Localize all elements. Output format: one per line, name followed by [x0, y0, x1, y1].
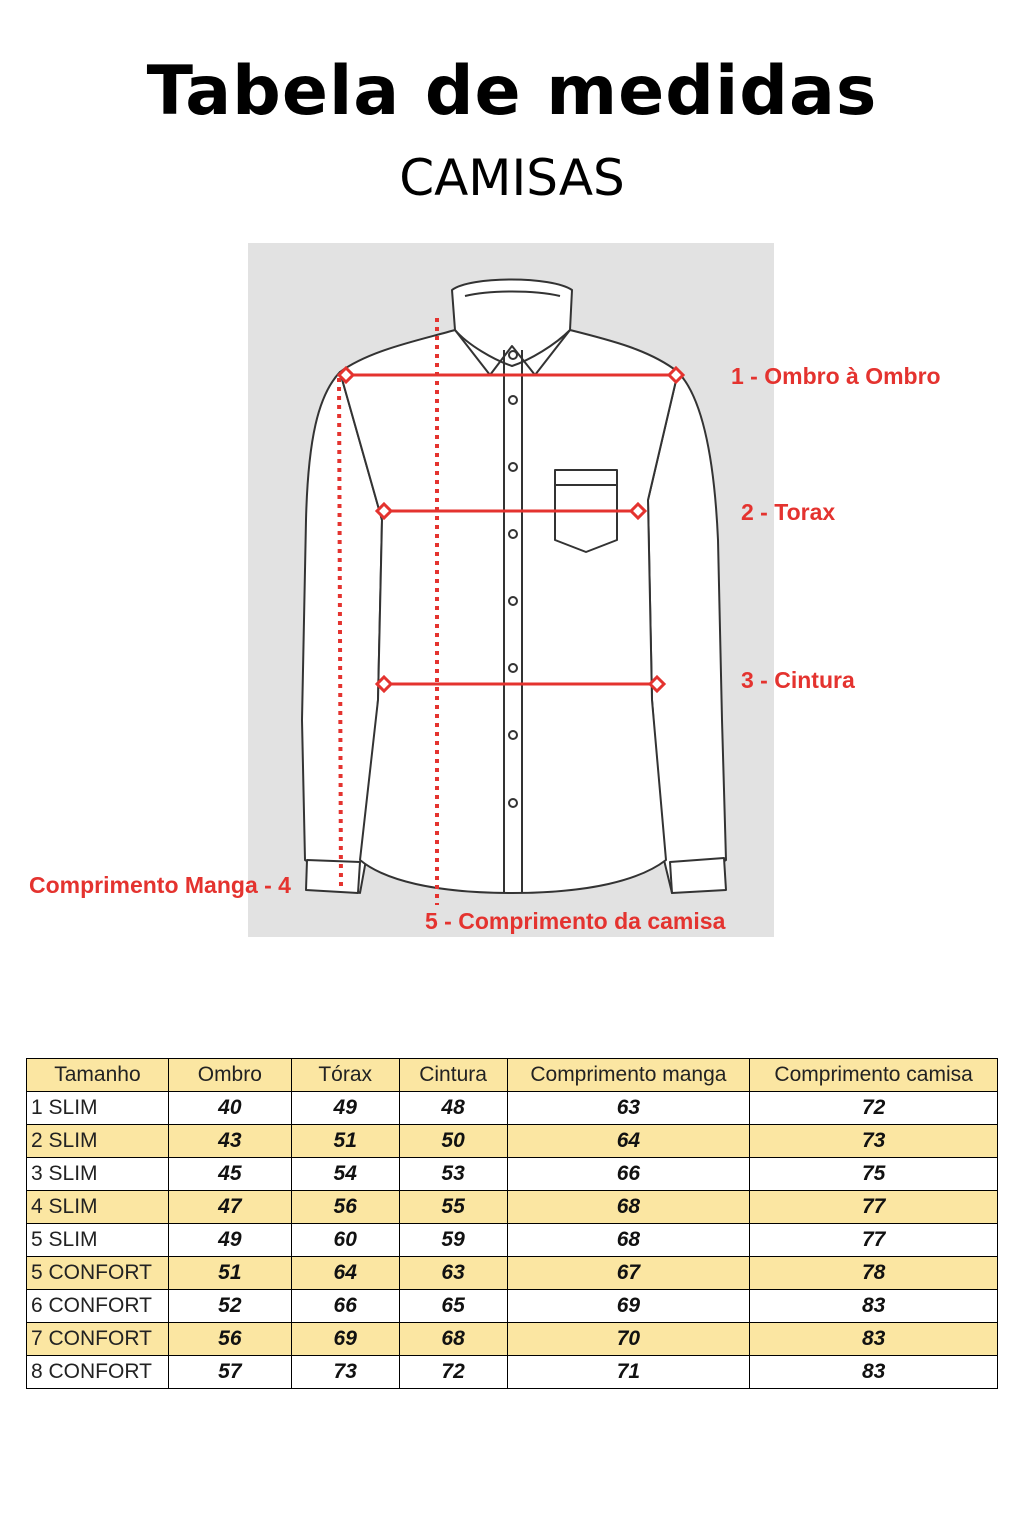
- cell-shoulder: 52: [168, 1290, 291, 1323]
- table-row: [27, 1191, 998, 1224]
- cell-chest: 73: [291, 1356, 399, 1389]
- cell-waist: 68: [399, 1323, 507, 1356]
- cell-shoulder: 45: [168, 1158, 291, 1191]
- cell-waist: 65: [399, 1290, 507, 1323]
- cell-waist: 53: [399, 1158, 507, 1191]
- cell-waist: 55: [399, 1191, 507, 1224]
- page-subtitle: CAMISAS: [399, 149, 625, 207]
- cell-chest: 54: [291, 1158, 399, 1191]
- cell-chest: 69: [291, 1323, 399, 1356]
- cell-size: 3 SLIM: [27, 1158, 169, 1191]
- cell-sleeve: 68: [507, 1224, 750, 1257]
- cell-size: 5 CONFORT: [27, 1257, 169, 1290]
- cell-sleeve: 66: [507, 1158, 750, 1191]
- cell-waist: 63: [399, 1257, 507, 1290]
- waist-label: 3 - Cintura: [741, 667, 855, 693]
- cell-sleeve: 69: [507, 1290, 750, 1323]
- cell-chest: 64: [291, 1257, 399, 1290]
- cell-waist: 59: [399, 1224, 507, 1257]
- header-waist: Cintura: [399, 1059, 507, 1092]
- cell-length: 83: [750, 1356, 998, 1389]
- cell-chest: 49: [291, 1092, 399, 1125]
- cell-size: 7 CONFORT: [27, 1323, 169, 1356]
- shirt-length-label: 5 - Comprimento da camisa: [425, 908, 726, 934]
- cell-chest: 51: [291, 1125, 399, 1158]
- cell-sleeve: 63: [507, 1092, 750, 1125]
- cell-length: 75: [750, 1158, 998, 1191]
- cell-chest: 66: [291, 1290, 399, 1323]
- cell-sleeve: 64: [507, 1125, 750, 1158]
- shoulder-label: 1 - Ombro à Ombro: [731, 363, 941, 389]
- header-shoulder: Ombro: [168, 1059, 291, 1092]
- table-row: [27, 1158, 998, 1191]
- cell-size: 8 CONFORT: [27, 1356, 169, 1389]
- chest-label: 2 - Torax: [741, 499, 836, 525]
- cell-shoulder: 43: [168, 1125, 291, 1158]
- cell-sleeve: 68: [507, 1191, 750, 1224]
- cell-size: 1 SLIM: [27, 1092, 169, 1125]
- shirt-body: [340, 330, 678, 893]
- cell-shoulder: 51: [168, 1257, 291, 1290]
- cell-shoulder: 56: [168, 1323, 291, 1356]
- cell-waist: 72: [399, 1356, 507, 1389]
- cell-sleeve: 70: [507, 1323, 750, 1356]
- sleeve-length-label: Comprimento Manga - 4: [29, 872, 291, 898]
- cell-shoulder: 40: [168, 1092, 291, 1125]
- cell-length: 73: [750, 1125, 998, 1158]
- cell-waist: 50: [399, 1125, 507, 1158]
- table-row: [27, 1125, 998, 1158]
- table-row: [27, 1257, 998, 1290]
- cell-length: 83: [750, 1323, 998, 1356]
- cell-size: 5 SLIM: [27, 1224, 169, 1257]
- cell-length: 77: [750, 1191, 998, 1224]
- table-row: [27, 1356, 998, 1389]
- cell-sleeve: 71: [507, 1356, 750, 1389]
- size-table: [26, 1058, 998, 1389]
- cell-sleeve: 67: [507, 1257, 750, 1290]
- table-row: [27, 1323, 998, 1356]
- cell-chest: 56: [291, 1191, 399, 1224]
- cell-size: 4 SLIM: [27, 1191, 169, 1224]
- table-row: [27, 1092, 998, 1125]
- cell-length: 77: [750, 1224, 998, 1257]
- cell-length: 83: [750, 1290, 998, 1323]
- cell-shoulder: 57: [168, 1356, 291, 1389]
- header-chest: Tórax: [291, 1059, 399, 1092]
- header-sleeve-length: Comprimento manga: [507, 1059, 750, 1092]
- cell-shoulder: 47: [168, 1191, 291, 1224]
- cell-size: 6 CONFORT: [27, 1290, 169, 1323]
- page-title: Tabela de medidas: [146, 52, 878, 131]
- table-row: [27, 1290, 998, 1323]
- cell-waist: 48: [399, 1092, 507, 1125]
- cell-shoulder: 49: [168, 1224, 291, 1257]
- table-header-row: [27, 1059, 998, 1092]
- table-row: [27, 1224, 998, 1257]
- cell-chest: 60: [291, 1224, 399, 1257]
- cell-length: 72: [750, 1092, 998, 1125]
- cell-size: 2 SLIM: [27, 1125, 169, 1158]
- header-shirt-length: Comprimento camisa: [750, 1059, 998, 1092]
- cell-length: 78: [750, 1257, 998, 1290]
- header-size: Tamanho: [27, 1059, 169, 1092]
